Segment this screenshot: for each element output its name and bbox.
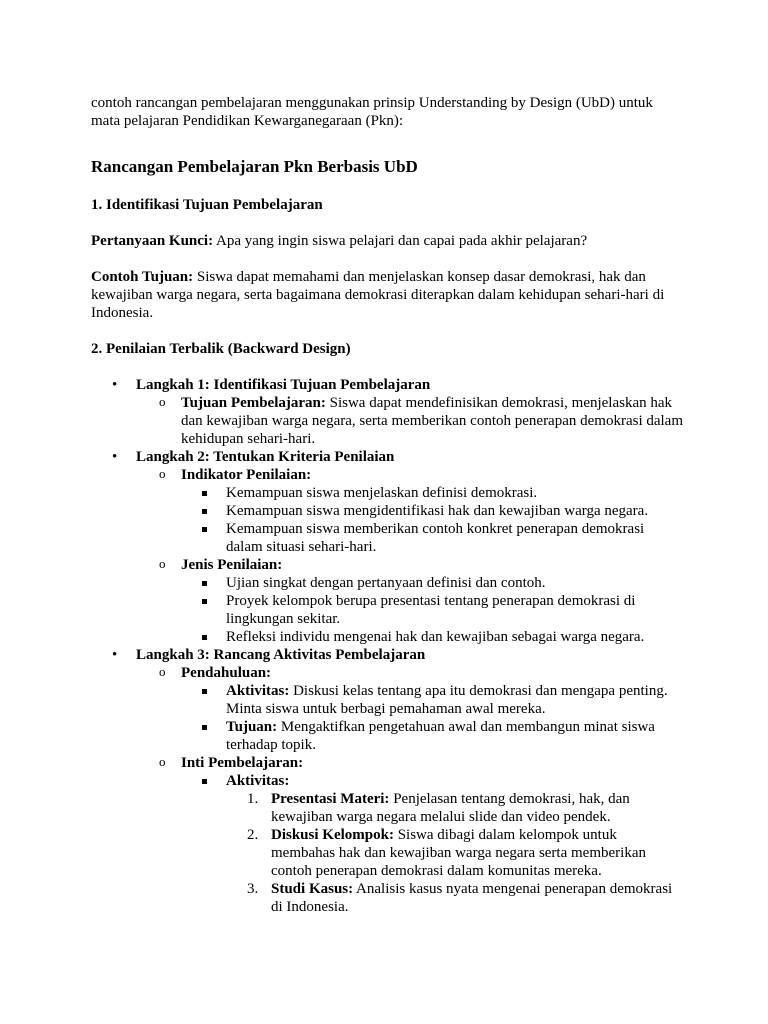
objective-text: Siswa dapat mendefinisikan demokrasi, menjelaskan hak dan kewajiban warga negara, serta memberikan contoh penerapan demokrasi dalam kehidupan sehari-hari. xyxy=(181,395,684,447)
assessment-type-item: Proyek kelompok berupa presentasi tentang penerapan demokrasi di lingkungan sekitar. xyxy=(181,592,683,628)
numbered-item-text: Siswa dibagi dalam kelompok untuk membahas hak dan kewajiban warga negara serta memberikan contoh penerapan demokrasi dalam komunitas mereka. xyxy=(271,827,646,879)
indicator-item: Kemampuan siswa mengidentifikasi hak dan kewajiban warga negara. xyxy=(181,502,683,520)
step-3-item xyxy=(91,646,683,916)
document-title: Rancangan Pembelajaran Pkn Berbasis UbD xyxy=(91,157,418,176)
introduction-activity xyxy=(181,682,683,718)
introduction-label: Pendahuluan: xyxy=(181,665,272,681)
activity-text: Diskusi kelas tentang apa itu demokrasi dan mengapa penting. Minta siswa untuk berbagi pemahaman awal mereka. xyxy=(226,683,668,717)
document-page xyxy=(91,94,683,916)
numbered-item xyxy=(226,790,683,826)
goal-paragraph xyxy=(91,268,683,322)
introduction-list xyxy=(181,682,683,754)
indicators-label: Indikator Penilaian: xyxy=(181,467,312,483)
numbered-item-text: Analisis kasus nyata mengenai penerapan demokrasi di Indonesia. xyxy=(271,881,673,915)
numbered-item-text: Penjelasan tentang demokrasi, hak, dan kewajiban warga negara melalui slide dan video pendek. xyxy=(271,791,630,825)
step-2-item xyxy=(91,448,683,646)
assessment-type-item: Ujian singkat dengan pertanyaan definisi dan contoh. xyxy=(181,574,683,592)
core-learning-item xyxy=(136,754,683,916)
step-1-title: Langkah 1: Identifikasi Tujuan Pembelajaran xyxy=(136,377,431,393)
section-1-heading: 1. Identifikasi Tujuan Pembelajaran xyxy=(91,197,323,213)
introduction-goal xyxy=(181,718,683,754)
step-1-item xyxy=(91,376,683,448)
numbered-item xyxy=(226,826,683,880)
activity-label: Aktivitas: xyxy=(226,683,290,699)
numbered-item xyxy=(226,880,683,916)
goal-sub-text: Mengaktifkan pengetahuan awal dan membangun minat siswa terhadap topik. xyxy=(226,719,655,753)
step-1-sublist xyxy=(136,394,683,448)
core-activity-numbered-list xyxy=(226,790,683,916)
indicator-item: Kemampuan siswa memberikan contoh konkret penerapan demokrasi dalam situasi sehari-hari. xyxy=(181,520,683,556)
objective-label: Tujuan Pembelajaran: xyxy=(181,395,326,411)
goal-sub-label: Tujuan: xyxy=(226,719,278,735)
key-question-paragraph xyxy=(91,232,683,250)
numbered-item-label: Studi Kasus: xyxy=(271,881,354,897)
core-learning-label: Inti Pembelajaran: xyxy=(181,755,304,771)
step-1-objective xyxy=(136,394,683,448)
indicators-item xyxy=(136,466,683,556)
introduction-item xyxy=(136,664,683,754)
steps-list xyxy=(91,376,683,916)
assessment-type-item: Refleksi individu mengenai hak dan kewajiban sebagai warga negara. xyxy=(181,628,683,646)
key-question-text: Apa yang ingin siswa pelajari dan capai pada akhir pelajaran? xyxy=(213,233,588,249)
assessment-types-list xyxy=(181,574,683,646)
assessment-types-label: Jenis Penilaian: xyxy=(181,557,283,573)
step-2-title: Langkah 2: Tentukan Kriteria Penilaian xyxy=(136,449,395,465)
core-learning-list xyxy=(181,772,683,916)
step-3-title: Langkah 3: Rancang Aktivitas Pembelajaran xyxy=(136,647,426,663)
section-2-heading: 2. Penilaian Terbalik (Backward Design) xyxy=(91,341,351,357)
numbered-item-label: Diskusi Kelompok: xyxy=(271,827,394,843)
key-question-label: Pertanyaan Kunci: xyxy=(91,233,214,249)
indicators-list xyxy=(181,484,683,556)
step-3-sublist xyxy=(136,664,683,916)
core-activity-label: Aktivitas: xyxy=(226,773,290,789)
numbered-item-label: Presentasi Materi: xyxy=(271,791,390,807)
assessment-types-item xyxy=(136,556,683,646)
goal-text: Siswa dapat memahami dan menjelaskan konsep dasar demokrasi, hak dan kewajiban warga negara, serta bagaimana demokrasi diterapkan dalam kehidupan sehari-hari di Indonesia. xyxy=(91,269,665,321)
intro-paragraph: contoh rancangan pembelajaran menggunakan prinsip Understanding by Design (UbD) untuk mata pelajaran Pendidikan Kewarganegaraan (Pkn): xyxy=(91,95,653,129)
step-2-sublist xyxy=(136,466,683,646)
core-activity-item xyxy=(181,772,683,916)
goal-label: Contoh Tujuan: xyxy=(91,269,194,285)
indicator-item: Kemampuan siswa menjelaskan definisi demokrasi. xyxy=(181,484,683,502)
